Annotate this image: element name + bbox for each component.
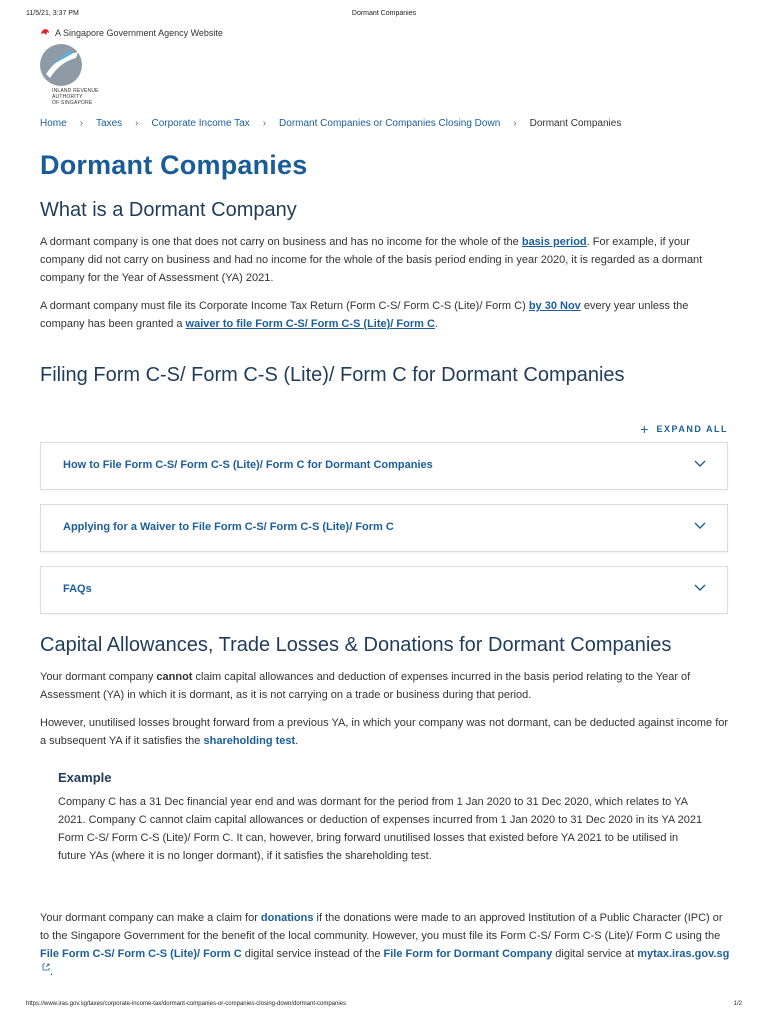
iras-logo-text: INLAND REVENUE AUTHORITY OF SINGAPORE [52, 88, 99, 106]
example-box [58, 770, 708, 865]
print-url: https://www.iras.gov.sg/taxes/corporate-income-tax/dormant-companies-or-companies-closing-down/dormant-companies [26, 1001, 347, 1007]
paragraph-unutilised-losses: However, unutilised losses brought forward from a previous YA, in which your company was not dormant, can be deducted against income for a subsequent YA if it satisfies the shareholding test. [40, 717, 729, 747]
waiver-link[interactable]: waiver to file Form C-S/ Form C-S (Lite)/ Form C [185, 318, 435, 330]
accordion-label: How to File Form C-S/ Form C-S (Lite)/ Form C for Dormant Companies [63, 459, 433, 471]
page-title: Dormant Companies [40, 150, 308, 180]
print-datetime: 11/5/21, 3:37 PM [26, 10, 79, 17]
print-header [0, 10, 768, 22]
breadcrumb [40, 118, 621, 129]
shareholding-test-link[interactable]: shareholding test [203, 735, 296, 747]
heading-capital-allowances: Capital Allowances, Trade Losses & Donations for Dormant Companies [40, 634, 672, 656]
plus-icon: + [640, 421, 649, 437]
chevron-right-icon: › [135, 118, 139, 129]
iras-logo[interactable] [40, 44, 110, 106]
paragraph-donations: Your dormant company can make a claim for donations if the donations were made to an approved Institution of a Public Character (IPC) or to the Singapore Government for the benefit of the local community. However, you must file its Form C-S/ Form C-S (Lite)/ Form C using the File Form C-S/ Form C-S (Lite)/ Form C digital service instead of the File Form for Dormant Company digital service at mytax.iras.gov.sg. [40, 912, 730, 978]
chevron-down-icon [693, 519, 707, 533]
paragraph-definition: A dormant company is one that does not carry on business and has no income for the whole of the basis period. For example, if your company did not carry on business and had no income for the whole of the basis period ending in year 2020, it is regarded as a dormant company for the Year of Assessment (YA) 2021. [40, 236, 703, 284]
expand-all-button[interactable] [640, 421, 728, 437]
paragraph-cannot-claim: Your dormant company cannot claim capital allowances and deduction of expenses incurred in the basis period relating to the Year of Assessment (YA) in which it is dormant, as it is not carrying on a trade or business during that period. [40, 671, 691, 701]
file-form-cs-link[interactable]: File Form C-S/ Form C-S (Lite)/ Form C [40, 948, 242, 960]
iras-logo-mark [40, 44, 82, 86]
breadcrumb-home[interactable]: Home [40, 118, 67, 129]
chevron-right-icon: › [262, 118, 267, 129]
breadcrumb-corporate-income-tax[interactable]: Corporate Income Tax [151, 118, 250, 129]
breadcrumb-dormant-or-closing[interactable]: Dormant Companies or Companies Closing Down [279, 118, 501, 129]
print-page-number: 1/2 [733, 1001, 742, 1007]
chevron-down-icon [693, 581, 707, 595]
lion-head-icon [40, 28, 50, 38]
gov-banner [40, 28, 223, 38]
breadcrumb-current: Dormant Companies [529, 118, 622, 129]
by-30-nov-link[interactable]: by 30 Nov [528, 300, 581, 312]
heading-filing-forms: Filing Form C-S/ Form C-S (Lite)/ Form C for Dormant Companies [40, 364, 625, 386]
example-heading: Example [58, 770, 112, 785]
accordion-label: Applying for a Waiver to File Form C-S/ Form C-S (Lite)/ Form C [63, 521, 394, 533]
accordion-label: FAQs [63, 583, 92, 595]
file-form-dormant-link[interactable]: File Form for Dormant Company [383, 948, 553, 960]
expand-all-label: EXPAND ALL [656, 424, 728, 434]
print-title: Dormant Companies [351, 10, 417, 17]
paragraph-filing-requirement: A dormant company must file its Corporate Income Tax Return (Form C-S/ Form C-S (Lite)/ Form C) by 30 Nov every year unless the company has been granted a waiver to file Form C-S/ Form C-S (Lite)/ Form C. [40, 300, 689, 330]
external-link-icon [42, 963, 50, 971]
accordion-faqs[interactable] [40, 566, 728, 614]
basis-period-link[interactable]: basis period [521, 236, 587, 248]
gov-banner-text: A Singapore Government Agency Website [55, 28, 223, 38]
accordion-how-to-file[interactable] [40, 442, 728, 490]
donations-link[interactable]: donations [260, 912, 314, 924]
chevron-down-icon [693, 457, 707, 471]
accordion-applying-waiver[interactable] [40, 504, 728, 552]
breadcrumb-taxes[interactable]: Taxes [96, 118, 123, 129]
chevron-right-icon: › [513, 118, 517, 129]
chevron-right-icon: › [79, 118, 84, 129]
heading-what-is-dormant: What is a Dormant Company [40, 199, 297, 221]
example-text: Company C has a 31 Dec financial year end and was dormant for the period from 1 Jan 2020 to 31 Dec 2020, which relates to YA 2021. Company C cannot claim capital allowances or deduction of expenses incurred from 1 Jan 2020 to 31 Dec 2020 in its YA 2021 Form C-S/ Form C-S (Lite)/ Form C. It can, however, bring forward unutilised losses that existed before YA 2021 to be utilised in future YAs (where it is no longer dormant), if it satisfies the shareholding test. [58, 796, 703, 862]
mytax-link[interactable]: mytax.iras.gov.sg [637, 948, 730, 960]
